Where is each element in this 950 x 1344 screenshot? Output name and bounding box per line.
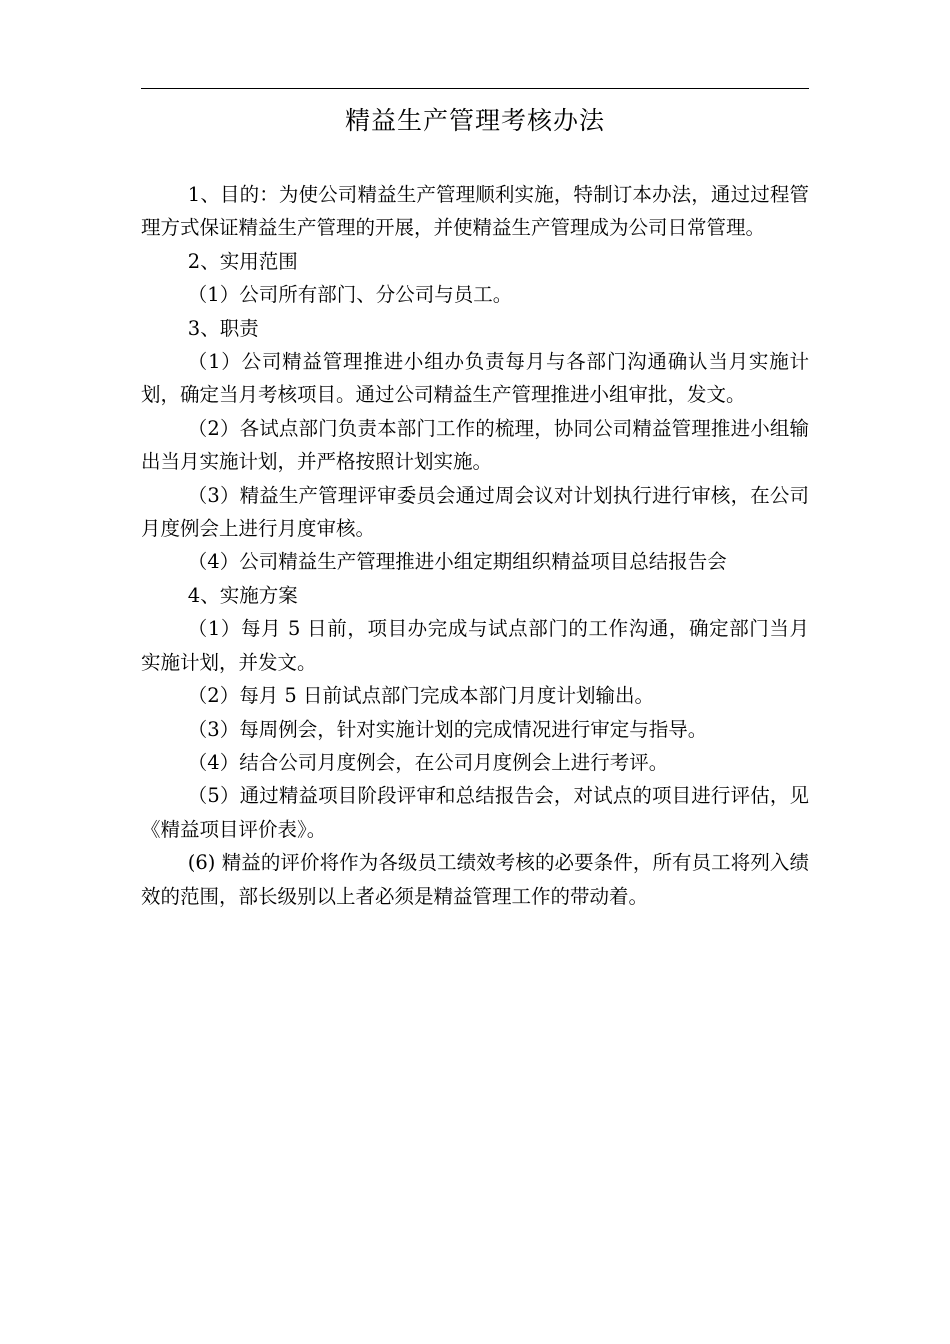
paragraph-implementation-4: （4）结合公司月度例会，在公司月度例会上进行考评。 — [187, 750, 669, 774]
paragraph-implementation-2: （2）每月 5 日前试点部门完成本部门月度计划输出。 — [187, 684, 655, 708]
paragraph-implementation-1: （1）每月 5 日前，项目办完成与试点部门的工作沟通，确定部门当月实施计划，并发文。 — [141, 617, 809, 674]
heading-implementation: 4、实施方案 — [187, 583, 298, 607]
paragraph-scope-1: （1）公司所有部门、分公司与员工。 — [187, 283, 513, 307]
paragraph-responsibility-4: （4）公司精益生产管理推进小组定期组织精益项目总结报告会 — [187, 550, 727, 574]
paragraph-responsibility-3: （3）精益生产管理评审委员会通过周会议对计划执行进行审核，在公司月度例会上进行月度审核。 — [141, 483, 809, 541]
header-rule — [141, 88, 809, 89]
paragraph-responsibility-2: （2）各试点部门负责本部门工作的梳理，协同公司精益管理推进小组输出当月实施计划，并严格按照计划实施。 — [141, 416, 809, 474]
paragraph-implementation-3: （3）每周例会，针对实施计划的完成情况进行审定与指导。 — [187, 717, 708, 741]
paragraph-purpose: 1、目的：为使公司精益生产管理顺利实施，特制订本办法，通过过程管理方式保证精益生产管理的开展，并使精益生产管理成为公司日常管理。 — [141, 183, 809, 240]
heading-responsibilities: 3、职责 — [187, 316, 259, 340]
paragraph-implementation-6: (6) 精益的评价将作为各级员工绩效考核的必要条件，所有员工将列入绩效的范围，部长级别以上者必须是精益管理工作的带动着。 — [141, 851, 809, 908]
paragraph-responsibility-1: （1）公司精益管理推进小组办负责每月与各部门沟通确认当月实施计划，确定当月考核项目。通过公司精益生产管理推进小组审批，发文。 — [141, 350, 809, 407]
paragraph-implementation-5: （5）通过精益项目阶段评审和总结报告会，对试点的项目进行评估，见《精益项目评价表》。 — [141, 784, 809, 841]
document-title: 精益生产管理考核办法 — [344, 106, 605, 135]
document-body — [141, 178, 809, 913]
heading-scope: 2、实用范围 — [187, 249, 298, 273]
